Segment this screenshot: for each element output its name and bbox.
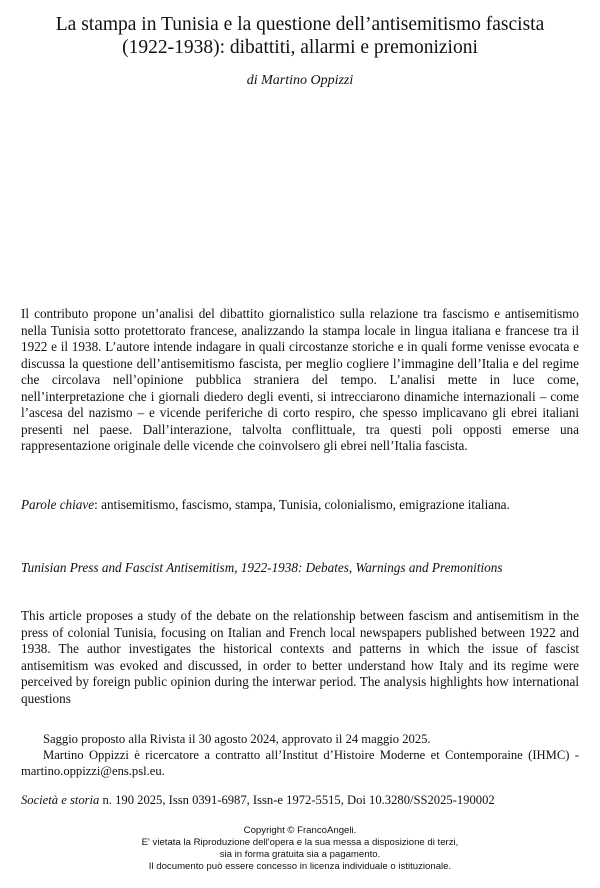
journal-name: Società e storia: [21, 793, 100, 807]
article-title-line-2: (1922-1938): dibattiti, allarmi e premonizioni: [122, 37, 478, 58]
keywords-label: Parole chiave: [21, 497, 95, 512]
article-title: [0, 13, 600, 59]
author-byline: di Martino Oppizzi: [246, 73, 354, 88]
journal-citation: [21, 793, 591, 808]
keywords: [21, 497, 579, 514]
copyright-line-1: Copyright © FrancoAngeli.: [243, 825, 357, 836]
author-note: Martino Oppizzi è ricercatore a contratto all’Institut d’Histoire Moderne et Contemporaine (IHMC) - martino.oppizzi@ens.psl.eu.: [21, 748, 579, 778]
submission-note: Saggio proposto alla Rivista il 30 agosto 2024, approvato il 24 maggio 2025.: [43, 732, 431, 746]
copyright-line-3: sia in forma gratuita sia a pagamento.: [219, 849, 381, 860]
keywords-text: : antisemitismo, fascismo, stampa, Tunisia, colonialismo, emigrazione italiana.: [94, 497, 510, 512]
article-title-line-1: La stampa in Tunisia e la questione dell’antisemitismo fascista: [55, 14, 545, 35]
abstract-english: This article proposes a study of the debate on the relationship between fascism and antisemitism in the press of colonial Tunisia, focusing on Italian and French local newspapers published between 1922 and 1938. The author investigates the historical contexts and patterns in which the issue of fascist antisemitism was evoked and discussed, in order to better understand how Italy and its regime were perceived by foreign public opinion during the interwar period. The analysis highlights how international questions: [21, 608, 579, 706]
copyright-line-2: E' vietata la Riproduzione dell'opera e la sua messa a disposizione di terzi,: [141, 837, 459, 848]
english-title: Tunisian Press and Fascist Antisemitism, 1922-1938: Debates, Warnings and Premonitions: [21, 560, 503, 575]
copyright-line-4: Il documento può essere concesso in licenza individuale o istituzionale.: [148, 861, 452, 872]
citation-details: n. 190 2025, Issn 0391-6987, Issn-e 1972-5515, Doi 10.3280/SS2025-190002: [99, 793, 495, 807]
abstract-italian: Il contributo propone un’analisi del dibattito giornalistico sulla relazione tra fascismo e antisemitismo nella Tunisia sotto protettorato francese, analizzando la stampa locale in lingua italiana e francese tra il 1922 e il 1938. L’autore intende indagare in quali circostanze storiche e in quali forme venisse evocata e discussa la questione dell’antisemitismo fascista, per meglio cogliere l’immagine dell’Italia e del regime che circolava nell’opinione pubblica straniera del tempo. L’analisi mette in luce come, nell’interpretazione che i giornali diedero degli eventi, si intrecciarono dinamiche internazionali – come l’ascesa del nazismo – e vicende periferiche di corto respiro, che spesso implicavano gli ebrei italiani presenti nel paese. Dall’interazione, talvolta conflittuale, tra questi poli opposti emerse una rappresentazione originale delle vicende che coinvolsero gli ebrei nell’Italia fascista.: [21, 306, 579, 453]
copyright-notice: [0, 825, 600, 873]
